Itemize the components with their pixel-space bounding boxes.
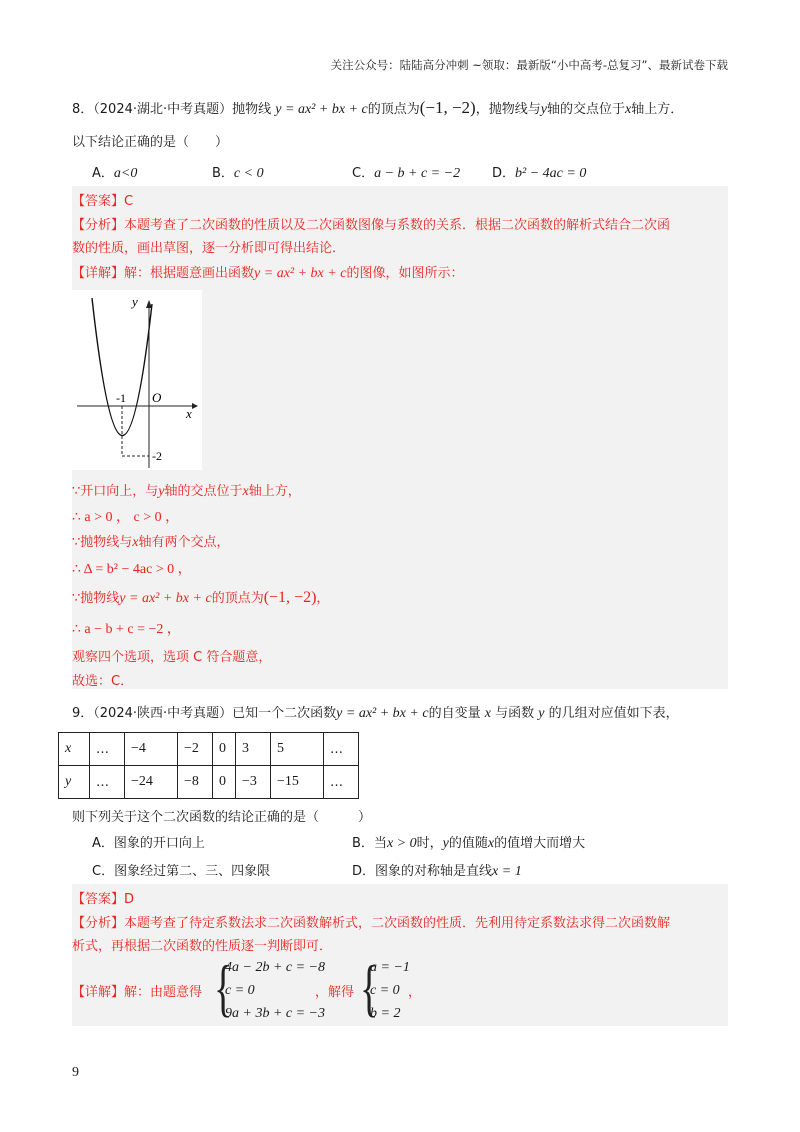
q8-step-4: ∴ Δ = b² − 4ac > 0 ， [72,562,192,577]
q9-detail-intro: 【详解】解：由题意得 [72,985,203,1000]
q9-answer: 【答案】D [72,892,135,907]
q8-answer: 【答案】C [72,194,134,209]
solution-brace-icon: { [360,952,379,1023]
table-row-x: x … −4 −2 0 3 5 … [59,733,359,766]
q8-step-8: 故选：C． [72,674,134,689]
q9-solution-system: a = −1 c = 0 b = 2 [370,960,410,1021]
q9-value-table [58,732,359,799]
page-number: 9 [72,1065,79,1080]
q9-option-d: D．图象的对称轴是直线x = 1 [352,864,522,879]
q9-stem-line2: 则下列关于这个二次函数的结论正确的是（ ） [72,810,372,825]
graph-neg-one-label: -1 [116,391,126,405]
q9-analysis-line2: 析式，再根据二次函数的性质逐一判断即可． [72,939,333,954]
q8-step-5: ∵抛物线y = ax² + bx + c的顶点为(−1, −2)， [72,589,330,606]
q9-equation-system: 4a − 2b + c = −8 c = 0 9a + 3b + c = −3 [225,960,326,1021]
parabola-graph [72,290,202,470]
q8-step-7: 观察四个选项，选项 C 符合题意， [72,650,272,665]
q8-step-1: ∵开口向上，与y轴的交点位于x轴上方， [72,484,301,499]
q9-analysis-line1: 【分析】本题考查了待定系数法求二次函数解析式，二次函数的性质．先利用待定系数法求得二次函数解 [72,916,671,931]
q8-option-a: A．a<0 [92,166,138,181]
q8-option-c: C．a − b + c = −2 [352,166,461,181]
graph-origin-label: O [152,390,162,405]
q8-step-3: ∵抛物线与x轴有两个交点， [72,535,230,550]
q8-option-d: D．b² − 4ac = 0 [492,166,587,181]
graph-x-label: x [186,406,192,421]
q8-option-b: B．c < 0 [212,166,264,181]
q9-detail-solve: ，解得 [315,985,355,1000]
q8-step-2: ∴ a > 0 ， c > 0 ， [72,510,180,525]
q9-detail-end: ， [408,985,422,1000]
q8-analysis-line2: 数的性质，画出草图，逐一分析即可得出结论． [72,241,346,256]
graph-y-label: y [132,294,138,309]
q8-stem-line2: 以下结论正确的是（ ） [72,135,229,150]
q8-analysis-line1: 【分析】本题考查了二次函数的性质以及二次函数图像与系数的关系．根据二次函数的解析式结合二次函 [72,218,671,233]
graph-neg-two-label: -2 [152,449,162,463]
q8-stem-line1: 8．（2024·湖北·中考真题）抛物线 y = ax² + bx + c的顶点为(−1, −2)，抛物线与y轴的交点位于x轴上方． [72,98,684,117]
q9-option-c: C．图象经过第二、三、四象限 [92,864,271,879]
system-brace-icon: { [214,952,233,1023]
q9-option-b: B．当x > 0时，y的值随x的值增大而增大 [352,836,586,851]
table-row-y: y … −24 −8 0 −3 −15 … [59,766,359,799]
page-header: 关注公众号：陆陆高分冲刺 ~领取：最新版“小中高考-总复习”、最新试卷下载 [330,58,728,72]
q9-stem-line1: 9．（2024·陕西·中考真题）已知一个二次函数y = ax² + bx + c的自变量 x 与函数 y 的几组对应值如下表， [72,706,679,721]
q8-detail-intro: 【详解】解：根据题意画出函数y = ax² + bx + c的图像，如图所示： [72,266,464,281]
q8-step-6: ∴ a − b + c = −2 ， [72,622,181,637]
q9-option-a: A．图象的开口向上 [92,836,205,851]
